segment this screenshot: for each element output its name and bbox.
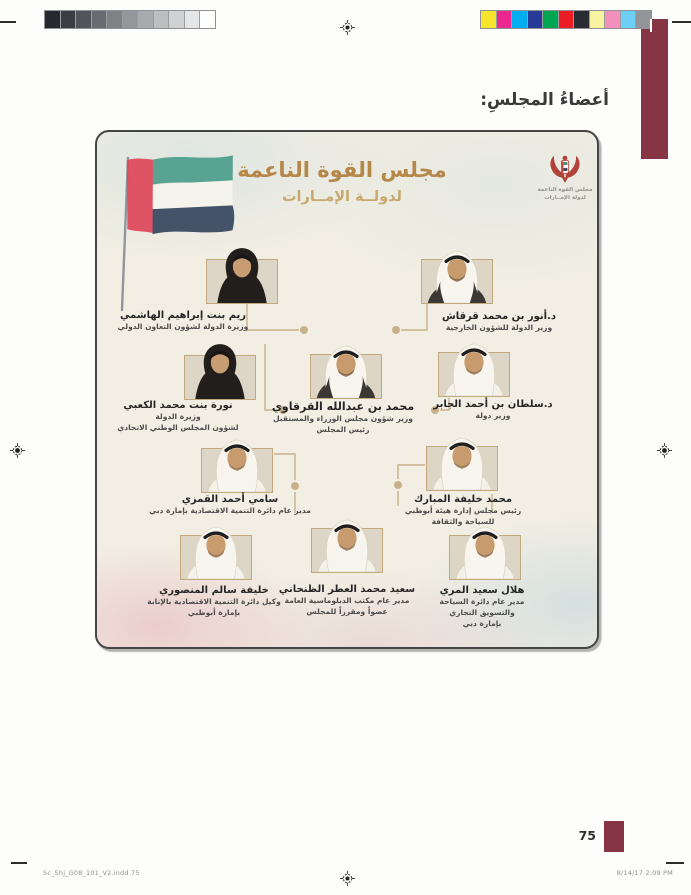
member-name: سعيد محمد العطر الظنحاني (278, 584, 416, 595)
crop-mark (672, 21, 691, 23)
maroon-page-marker (604, 821, 624, 852)
calibration-swatch (528, 11, 544, 28)
member-photo (310, 508, 384, 572)
member-role: مدير عام دائرة السياحة (439, 597, 525, 606)
member-role: وزيرة الدولة لشؤون التعاون الدولي (117, 322, 249, 331)
man-portrait-icon (425, 426, 499, 490)
registration-mark-icon (340, 20, 355, 35)
member-name: محمد بن عبدالله القرقاوي (271, 400, 415, 413)
crop-mark (666, 862, 684, 864)
calibration-swatch (92, 11, 108, 28)
member-name: د.سلطان بن أحمد الجابر (433, 399, 553, 410)
calibration-swatch (45, 11, 61, 28)
council-subtitle: لدولــة الإمــارات (281, 189, 403, 205)
calibration-swatch (200, 11, 215, 28)
calibration-swatch (169, 11, 185, 28)
calibration-swatch (76, 11, 92, 28)
member-name: خليفة سالم المنصوري (159, 585, 269, 596)
member-photo (448, 515, 522, 579)
member-photo (425, 426, 499, 490)
crop-mark (11, 862, 27, 864)
calibration-swatch (512, 11, 528, 28)
council-title: مجلس القوة الناعمة (237, 158, 447, 182)
grayscale-calibration-strip (44, 10, 216, 29)
member-role: وزير دولة (475, 411, 511, 420)
calibration-swatch (543, 11, 559, 28)
calibration-swatch (574, 11, 590, 28)
footer-timestamp: 8/14/17 2:09 PM (616, 869, 673, 877)
maroon-corner-bar (641, 19, 668, 159)
council-chart-panel (95, 130, 599, 649)
man-portrait-icon (200, 428, 274, 492)
calibration-swatch (185, 11, 201, 28)
member-photo (437, 332, 511, 396)
man-portrait-icon (420, 239, 494, 303)
member-photo (309, 334, 383, 398)
footer-filename: Sc_Shj_G08_101_V2.indd 75 (43, 869, 140, 877)
registration-mark-icon (657, 443, 672, 458)
calibration-swatch (621, 11, 637, 28)
registration-mark-icon (10, 443, 25, 458)
member-photo (420, 239, 494, 303)
maroon-bar-tick (650, 19, 652, 32)
member-role: وزير الدولة للشؤون الخارجية (445, 323, 553, 332)
member-photo (200, 428, 274, 492)
calibration-swatch (61, 11, 77, 28)
calibration-swatch (107, 11, 123, 28)
member-role: رئيس مجلس إدارة هيئة أبوظبي (404, 506, 522, 515)
member-name: ريم بنت إبراهيم الهاشمي (119, 310, 247, 321)
member-role: للسياحة والثقافة (431, 516, 495, 526)
member-role: والتسويق التجاري (449, 607, 515, 617)
calibration-swatch (123, 11, 139, 28)
page-heading: أعضاءُ المجلسِ: (480, 90, 609, 110)
member-role: وزيرة الدولة (155, 412, 201, 421)
member-name: د.أنور بن محمد قرقاش (441, 311, 557, 322)
woman-portrait-icon (205, 239, 279, 303)
crop-mark (0, 21, 16, 23)
color-calibration-strip (480, 10, 652, 29)
calibration-swatch (590, 11, 606, 28)
emblem-caption-line2: لدولة الإمــارات (544, 195, 586, 202)
woman-portrait-icon (183, 335, 257, 399)
calibration-swatch (636, 11, 651, 28)
member-name: هلال سعيد المري (439, 585, 525, 596)
member-role: بإمارة أبوظبي (187, 607, 241, 617)
member-role: وزير شؤون مجلس الوزراء والمستقبل (273, 414, 413, 424)
emblem-caption-line1: مجلس القوة الناعمة (537, 187, 593, 193)
member-role: رئيس المجلس (316, 425, 370, 435)
member-name: محمد خليفة المبارك (413, 494, 513, 505)
member-role: بإمارة دبي (462, 618, 502, 628)
man-portrait-icon (437, 332, 511, 396)
member-role: لشؤون المجلس الوطني الاتحادي (117, 422, 239, 432)
member-name: سامي أحمد القمزي (181, 494, 279, 505)
calibration-swatch (154, 11, 170, 28)
member-role: مدير عام مكتب الدبلوماسية العامة (284, 596, 410, 605)
calibration-swatch (605, 11, 621, 28)
member-photo (205, 239, 279, 303)
calibration-swatch (497, 11, 513, 28)
member-role: وكيل دائرة التنمية الاقتصادية بالإنابة (147, 597, 281, 606)
man-portrait-icon (309, 334, 383, 398)
man-portrait-icon (310, 508, 384, 572)
calibration-swatch (559, 11, 575, 28)
member-name: نورة بنت محمد الكعبي (123, 400, 233, 411)
man-portrait-icon (179, 515, 253, 579)
member-role: عضواً ومقرراً للمجلس (306, 606, 388, 616)
member-role: مدير عام دائرة التنمية الاقتصادية بإمارة دبي (149, 506, 311, 515)
calibration-swatch (138, 11, 154, 28)
calibration-swatch (481, 11, 497, 28)
page-number: 75 (578, 828, 596, 843)
member-photo (179, 515, 253, 579)
member-photo (183, 335, 257, 399)
registration-mark-icon (340, 871, 355, 886)
man-portrait-icon (448, 515, 522, 579)
